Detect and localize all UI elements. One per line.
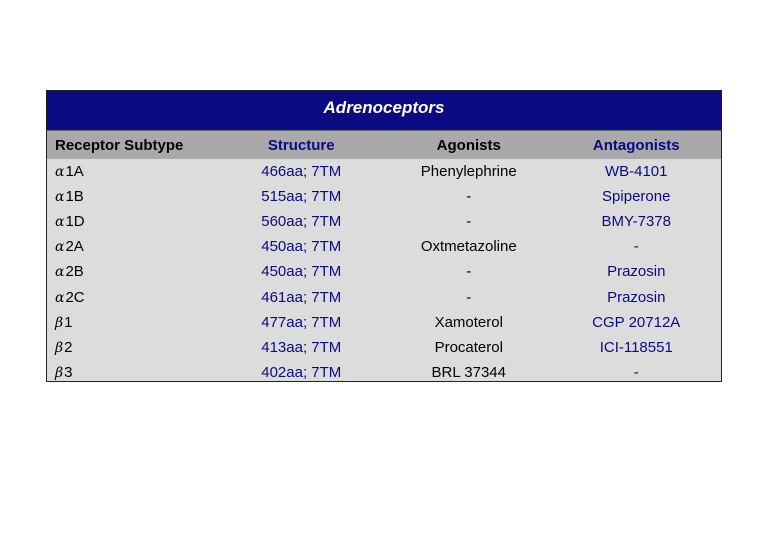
antagonist-cell: - <box>633 238 639 256</box>
agonist-cell: Procaterol <box>434 338 503 356</box>
header-receptor-subtype: Receptor Subtype <box>55 136 184 154</box>
structure-cell: 413aa; 7TM <box>261 338 342 356</box>
structure-cell: 450aa; 7TM <box>261 263 342 281</box>
header-agonists: Agonists <box>436 136 501 154</box>
table-row <box>47 310 721 335</box>
antagonist-cell: Prazosin <box>607 288 666 306</box>
antagonist-cell: BMY-7378 <box>601 213 671 231</box>
subtype-label: 1B <box>65 188 84 206</box>
structure-cell: 402aa; 7TM <box>261 363 342 381</box>
subtype-label: 2B <box>65 263 84 281</box>
greek-letter: α <box>55 164 65 181</box>
structure-cell: 461aa; 7TM <box>261 288 342 306</box>
subtype-cell <box>47 213 217 230</box>
subtype-label: 1A <box>65 163 84 181</box>
greek-letter: α <box>55 264 65 281</box>
structure-cell: 560aa; 7TM <box>261 213 342 231</box>
structure-cell: 450aa; 7TM <box>261 238 342 256</box>
table-header-row <box>47 131 721 159</box>
agonist-cell: - <box>466 288 472 306</box>
table-row <box>47 335 721 360</box>
antagonist-cell: Prazosin <box>607 263 666 281</box>
table-row <box>47 159 721 184</box>
antagonist-cell: WB-4101 <box>604 163 668 181</box>
subtype-cell <box>47 289 217 306</box>
greek-letter: α <box>55 214 65 231</box>
header-structure: Structure <box>267 136 335 154</box>
agonist-cell: - <box>466 263 472 281</box>
subtype-label: 2C <box>65 288 85 306</box>
structure-cell: 466aa; 7TM <box>261 163 342 181</box>
subtype-cell <box>47 314 217 331</box>
agonist-cell: Xamoterol <box>434 313 503 331</box>
subtype-cell <box>47 163 217 180</box>
greek-letter: α <box>55 289 65 306</box>
table-row <box>47 360 721 382</box>
agonist-cell: Phenylephrine <box>420 163 517 181</box>
greek-letter: β <box>55 314 64 331</box>
subtype-cell <box>47 263 217 280</box>
agonist-cell: - <box>466 213 472 231</box>
agonist-cell: Oxtmetazoline <box>420 238 517 256</box>
subtype-label: 2 <box>64 338 73 356</box>
greek-letter: β <box>55 364 64 381</box>
greek-letter: α <box>55 189 65 206</box>
greek-letter: α <box>55 239 65 256</box>
adrenoceptor-table <box>46 90 722 382</box>
agonist-cell: - <box>466 188 472 206</box>
subtype-label: 1D <box>65 213 85 231</box>
subtype-cell <box>47 364 217 381</box>
table-title: Adrenoceptors <box>47 91 721 131</box>
table-row <box>47 209 721 234</box>
table-row <box>47 284 721 309</box>
greek-letter: β <box>55 339 64 356</box>
subtype-cell <box>47 238 217 255</box>
antagonist-cell: CGP 20712A <box>592 313 681 331</box>
subtype-cell <box>47 339 217 356</box>
antagonist-cell: Spiperone <box>602 188 671 206</box>
subtype-cell <box>47 188 217 205</box>
subtype-label: 2A <box>65 238 84 256</box>
agonist-cell: BRL 37344 <box>431 363 506 381</box>
table-row <box>47 234 721 259</box>
subtype-label: 1 <box>64 313 73 331</box>
table-row <box>47 184 721 209</box>
antagonist-cell: ICI-118551 <box>599 338 673 356</box>
header-antagonists: Antagonists <box>592 136 680 154</box>
antagonist-cell: - <box>633 363 639 381</box>
structure-cell: 515aa; 7TM <box>261 188 342 206</box>
structure-cell: 477aa; 7TM <box>261 313 342 331</box>
subtype-label: 3 <box>64 363 73 381</box>
table-row <box>47 259 721 284</box>
